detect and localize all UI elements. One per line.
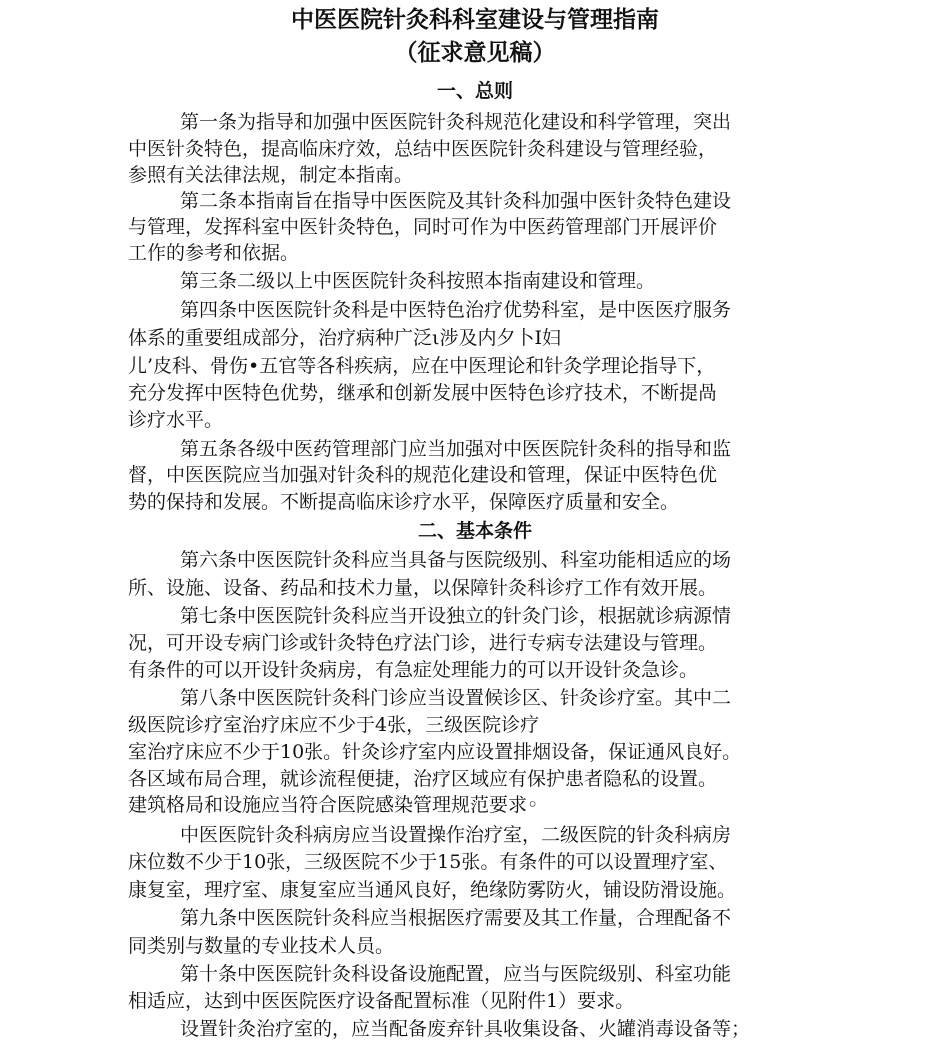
text-line: 督，中医医院应当加强对针灸科的规范化建设和管理，保证中医特色优 [128,464,718,486]
text-line: 体系的重要组成部分，治疗病种广泛ι涉及内夕卜I妇 [128,327,561,349]
section-heading-general: 一、总则 [436,80,513,102]
text-line: 第四条中医医院针灸科是中医特色治疗优势科室，是中医医疗服务 [180,299,732,321]
text-line: 第六条中医医院针灸科应当具备与医院级别、科室功能相适应的场 [180,549,732,571]
text-line: 第七条中医医院针灸科应当开设独立的针灸门诊，根据就诊病源情 [180,605,732,627]
text-line: 有条件的可以开设针灸病房，有急症处理能力的可以开设针灸急诊。 [128,659,699,681]
text-line: 第九条中医医院针灸科应当根据医疗需要及其工作量，合理配备不 [180,907,732,929]
text-line: 诊疗水平。 [128,409,224,431]
text-line: 第五条各级中医药管理部门应当加强对中医医院针灸科的指导和监 [180,438,732,460]
text-line: 第二条本指南旨在指导中医医院及其针灸科加强中医针灸特色建设 [180,190,732,212]
text-line: 康复室，理疗室、康复室应当通风良好，绝缘防雾防火，铺设防滑设施。 [128,879,737,901]
text-line: 床位数不少于10张，三级医院不少于15张。有条件的可以设置理疗室、 [128,851,728,873]
text-line: 况，可开设专病门诊或针灸特色疗法门诊，进行专病专法建设与管理。 [128,632,718,654]
text-line: 建筑格局和设施应当符合医院感染管理规范要求◦ [128,794,539,816]
text-line: 第一条为指导和加强中医医院针灸科规范化建设和科学管理，突出 [180,111,732,133]
text-line: 儿’皮科、骨伤•五官等各科疾病，应在中医理论和针灸学理论指导下， [128,355,716,377]
document-subtitle: （征求意见稿） [394,40,556,66]
text-line: 中医针灸特色，提高临床疗效，总结中医医院针灸科建设与管理经验， [128,138,718,160]
text-line: 级医院诊疗室治疗床应不少于4张，三级医院诊疗 [128,714,540,736]
text-line: 充分发挥中医特色优势，继承和创新发展中医特色诊疗技术，不断提咼 [128,382,718,404]
text-line: 第十条中医医院针灸科设备设施配置，应当与医院级别、科室功能 [180,963,732,985]
text-line: 同类别与数量的专业技术人员。 [128,935,395,957]
section-heading-basic-conditions: 二、基本条件 [417,520,532,542]
document-title: 中医医院针灸科科室建设与管理指南 [291,7,659,33]
text-line: 设置针灸治疗室的，应当配备废弃针具收集设备、火罐消毒设备等； [180,1018,751,1040]
text-line: 中医医院针灸科病房应当设置操作治疗室，二级医院的针灸科病房 [180,824,732,846]
text-line: 参照有关法律法规，制定本指南。 [128,164,414,186]
text-line: 与管理，发挥科室中医针灸特色，同时可作为中医药管理部门开展评价 [128,216,718,238]
text-line: 相适应，达到中医医院医疗设备配置标准（见附件1）要求。 [128,990,635,1012]
text-line: 第八条中医医院针灸科门诊应当设置候诊区、针灸诊疗室。其中二 [180,687,732,709]
text-line: 工作的参考和依据。 [128,242,300,264]
text-line: 各区域布局合理，就诊流程便捷，治疗区域应有保护患者隐私的设置。 [128,768,718,790]
text-line: 第三条二级以上中医医院针灸科按照本指南建设和管理。 [180,270,656,292]
text-line: 势的保持和发展。不断提高临床诊疗水平，保障医疗质量和安全。 [128,491,680,513]
text-line: 所、设施、设备、药品和技术力量，以保障针灸科诊疗工作有效开展。 [128,577,718,599]
text-line: 室治疗床应不少于10张。针灸诊疗室内应设置排烟设备，保证通风良好。 [128,741,742,763]
